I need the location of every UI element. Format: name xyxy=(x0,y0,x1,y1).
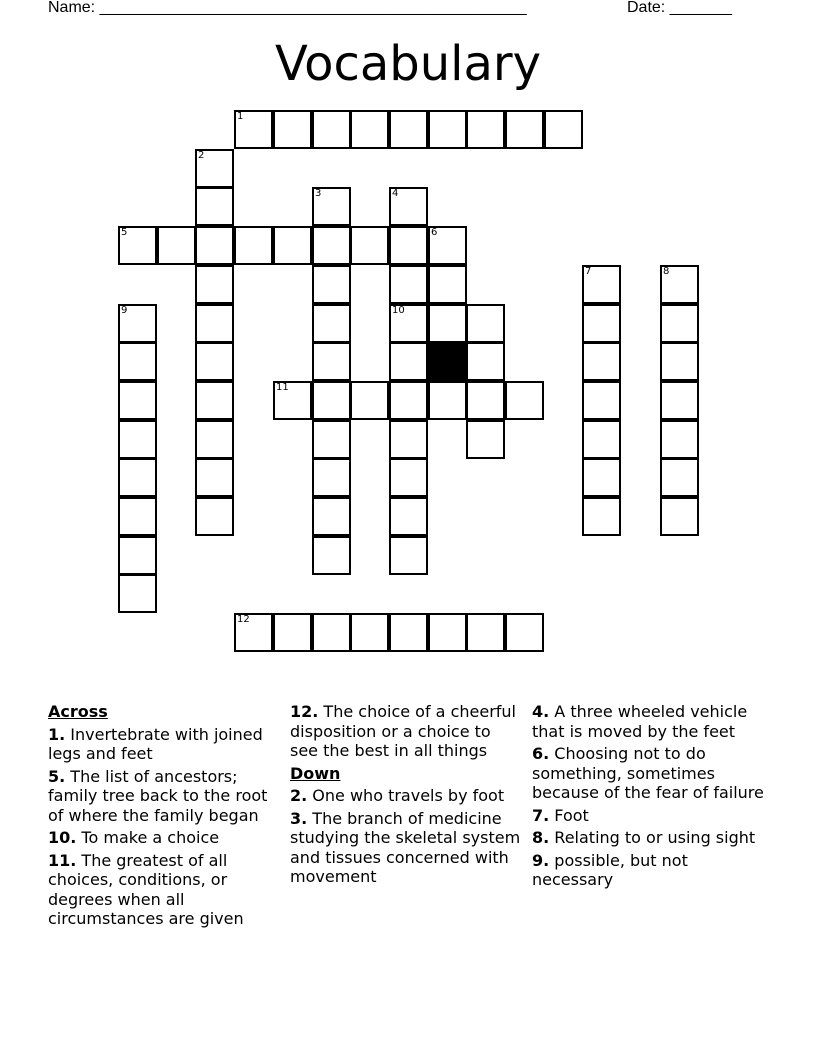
grid-cell[interactable] xyxy=(389,265,428,304)
name-line[interactable]: ________________________________________________ xyxy=(99,0,527,16)
clues-column-3 xyxy=(532,702,772,893)
grid-cell[interactable] xyxy=(660,342,699,381)
grid-cell[interactable] xyxy=(544,110,583,149)
grid-cell[interactable] xyxy=(660,497,699,536)
grid-cell[interactable] xyxy=(505,613,544,652)
grid-cell[interactable] xyxy=(582,497,621,536)
clue-down-8: 8. Relating to or using sight xyxy=(532,828,756,847)
grid-cell[interactable] xyxy=(195,381,234,420)
grid-cell[interactable] xyxy=(312,536,351,575)
grid-cell[interactable] xyxy=(234,226,273,265)
clue-down-4: 4. A three wheeled vehicle that is moved by the feet xyxy=(532,702,748,741)
grid-cell[interactable] xyxy=(428,226,467,265)
clue-across-1: 1. Invertebrate with joined legs and feet xyxy=(48,724,263,763)
clue-down-2: 2. One who travels by foot xyxy=(290,786,505,805)
clue-across-5: 5. The list of ancestors; family tree back to the root of where the family began xyxy=(48,766,268,825)
grid-cell[interactable] xyxy=(312,226,351,265)
clue-number: 8 xyxy=(663,266,670,277)
page-title: Vocabulary xyxy=(274,36,542,92)
clue-number: 4 xyxy=(392,188,399,199)
grid-cell[interactable] xyxy=(389,342,428,381)
grid-cell[interactable] xyxy=(234,110,273,149)
clue-across-10: 10. To make a choice xyxy=(48,828,220,847)
grid-cell[interactable] xyxy=(505,381,544,420)
grid-cell[interactable] xyxy=(389,187,428,226)
clue-number: 11 xyxy=(276,382,289,393)
grid-cell[interactable] xyxy=(273,110,312,149)
grid-cell[interactable] xyxy=(312,187,351,226)
clue-number: 3 xyxy=(315,188,322,199)
grid-cell[interactable] xyxy=(389,458,428,497)
grid-cell[interactable] xyxy=(157,226,196,265)
grid-cell[interactable] xyxy=(195,304,234,343)
grid-cell[interactable] xyxy=(389,497,428,536)
grid-cell[interactable] xyxy=(466,613,505,652)
down-heading: Down xyxy=(290,763,341,783)
grid-cell[interactable] xyxy=(582,420,621,459)
grid-cell[interactable] xyxy=(195,458,234,497)
grid-cell[interactable] xyxy=(389,110,428,149)
clues-column-2 xyxy=(290,702,522,890)
grid-cell[interactable] xyxy=(660,458,699,497)
grid-cell[interactable] xyxy=(273,226,312,265)
clue-number: 2 xyxy=(198,150,205,161)
grid-cell[interactable] xyxy=(466,304,505,343)
grid-cell[interactable] xyxy=(118,381,157,420)
date-field[interactable] xyxy=(627,0,732,18)
grid-cell[interactable] xyxy=(312,381,351,420)
grid-cell[interactable] xyxy=(118,497,157,536)
grid-cell[interactable] xyxy=(428,381,467,420)
grid-cell[interactable] xyxy=(195,226,234,265)
grid-cell[interactable] xyxy=(660,381,699,420)
grid-cell[interactable] xyxy=(582,342,621,381)
grid-cell[interactable] xyxy=(195,342,234,381)
black-cell xyxy=(428,342,467,381)
clue-down-6: 6. Choosing not to do something, sometimes because of the fear of failure xyxy=(532,744,764,802)
grid-cell[interactable] xyxy=(195,149,234,188)
grid-cell[interactable] xyxy=(195,420,234,459)
grid-cell[interactable] xyxy=(312,458,351,497)
name-label: Name: xyxy=(48,0,100,16)
clue-down-7: 7. Foot xyxy=(532,805,589,825)
clues-column-1 xyxy=(48,702,280,932)
grid-cell[interactable] xyxy=(118,458,157,497)
grid-cell[interactable] xyxy=(312,265,351,304)
grid-cell[interactable] xyxy=(389,226,428,265)
grid-cell[interactable] xyxy=(428,265,467,304)
grid-cell[interactable] xyxy=(350,381,389,420)
grid-cell[interactable] xyxy=(466,381,505,420)
grid-cell[interactable] xyxy=(118,536,157,575)
grid-cell[interactable] xyxy=(273,381,312,420)
grid-cell[interactable] xyxy=(350,226,389,265)
grid-cell[interactable] xyxy=(195,265,234,304)
grid-cell[interactable] xyxy=(118,304,157,343)
grid-cell[interactable] xyxy=(118,574,157,613)
grid-cell[interactable] xyxy=(118,420,157,459)
grid-cell[interactable] xyxy=(389,613,428,652)
grid-cell[interactable] xyxy=(582,304,621,343)
date-label: Date: xyxy=(627,0,670,16)
clue-number: 7 xyxy=(585,266,592,277)
grid-cell[interactable] xyxy=(350,613,389,652)
grid-cell[interactable] xyxy=(389,420,428,459)
grid-cell[interactable] xyxy=(582,265,621,304)
clue-number: 9 xyxy=(121,305,128,316)
clue-across-12: 12. The choice of a cheerful disposition or a choice to see the best in all things xyxy=(290,702,516,760)
grid-cell[interactable] xyxy=(312,304,351,343)
grid-cell[interactable] xyxy=(312,342,351,381)
grid-cell[interactable] xyxy=(350,110,389,149)
grid-cell[interactable] xyxy=(312,420,351,459)
grid-cell[interactable] xyxy=(389,381,428,420)
clue-across-11: 11. The greatest of all choices, conditions, or degrees when all circumstances are given xyxy=(48,850,244,928)
grid-cell[interactable] xyxy=(312,613,351,652)
grid-cell[interactable] xyxy=(195,497,234,536)
grid-cell[interactable] xyxy=(312,497,351,536)
grid-cell[interactable] xyxy=(389,304,428,343)
across-heading: Across xyxy=(48,702,108,721)
grid-cell[interactable] xyxy=(466,110,505,149)
grid-cell[interactable] xyxy=(389,536,428,575)
name-field[interactable] xyxy=(48,0,527,18)
grid-cell[interactable] xyxy=(428,110,467,149)
grid-cell[interactable] xyxy=(582,381,621,420)
grid-cell[interactable] xyxy=(273,613,312,652)
clue-number: 5 xyxy=(121,227,128,238)
grid-cell[interactable] xyxy=(466,342,505,381)
grid-cell[interactable] xyxy=(582,458,621,497)
grid-cell[interactable] xyxy=(195,187,234,226)
clue-down-9: 9. possible, but not necessary xyxy=(532,850,688,889)
clue-number: 12 xyxy=(237,614,250,625)
clue-number: 10 xyxy=(392,305,405,316)
grid-cell[interactable] xyxy=(660,265,699,304)
grid-cell[interactable] xyxy=(312,110,351,149)
grid-cell[interactable] xyxy=(660,420,699,459)
clue-number: 1 xyxy=(237,111,244,122)
date-line[interactable]: _______ xyxy=(669,0,732,16)
grid-cell[interactable] xyxy=(466,420,505,459)
grid-cell[interactable] xyxy=(505,110,544,149)
grid-cell[interactable] xyxy=(428,304,467,343)
clue-number: 6 xyxy=(431,227,438,238)
grid-cell[interactable] xyxy=(660,304,699,343)
grid-cell[interactable] xyxy=(234,613,273,652)
grid-cell[interactable] xyxy=(118,226,157,265)
clue-down-3: 3. The branch of medicine studying the skeletal system and tissues concerned with movement xyxy=(290,808,521,886)
grid-cell[interactable] xyxy=(428,613,467,652)
grid-cell[interactable] xyxy=(118,342,157,381)
